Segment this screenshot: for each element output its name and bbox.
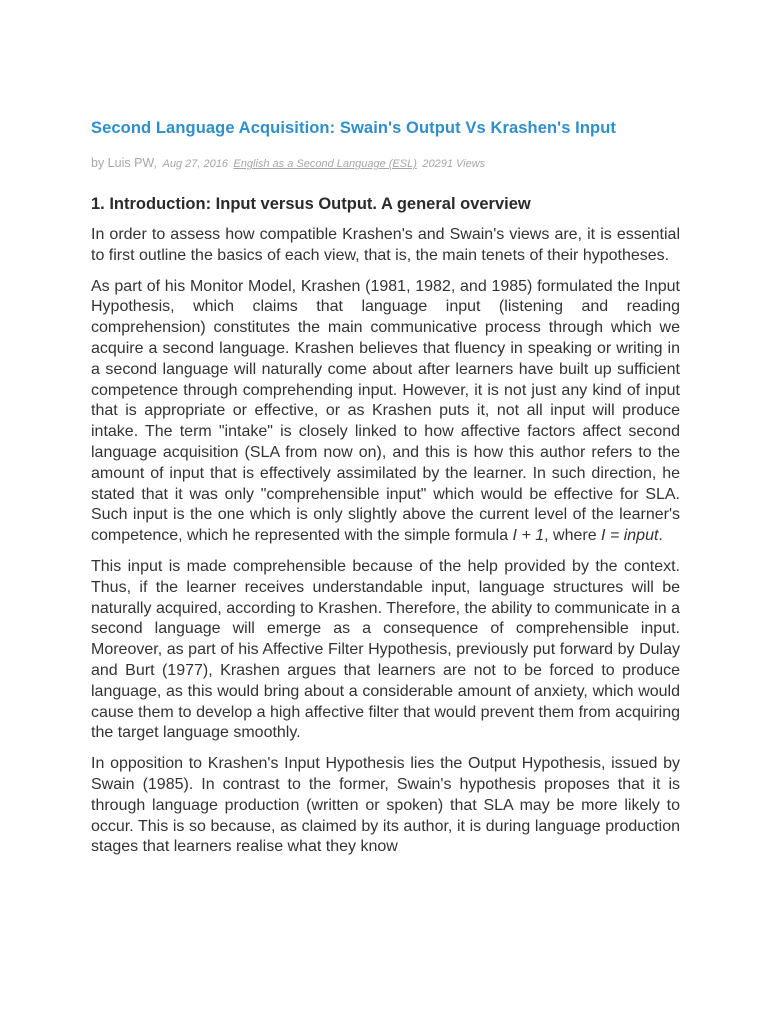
article-title[interactable]: Second Language Acquisition: Swain's Output Vs Krashen's Input [91, 119, 616, 137]
paragraph-1: In order to assess how compatible Krashen's and Swain's views are, it is essential to first outline the basics of each view, that is, the main tenets of their hypotheses. [91, 226, 680, 264]
byline-views: 20291 Views [422, 158, 486, 170]
byline-date: Aug 27, 2016 [162, 158, 228, 170]
paragraph-3: This input is made comprehensible because of the help provided by the context. Thus, if the learner receives understandable input, language structures will be naturally acquired, according to Krashen. Therefore, the ability to communicate in a second language will emerge as a consequence of comprehensible input. Moreover, as part of his Affective Filter Hypothesis, previously put forward by Dulay and Burt (1977), Krashen argues that learners are not to be forced to produce language, as this would bring about a considerable amount of anxiety, which would cause them to develop a high affective filter that would prevent them from acquiring the target language smoothly. [91, 557, 680, 742]
paragraph-2 [91, 277, 680, 547]
formula-definition: I = input [601, 527, 659, 545]
byline-category-link[interactable]: English as a Second Language (ESL) [233, 158, 417, 170]
formula: I + 1 [512, 527, 545, 545]
paragraph-2-text: As part of his Monitor Model, Krashen (1981, 1982, and 1985) formulated the Input Hypothesis, which claims that language input (listening and reading comprehension) constitutes the main communicative process through which we acquire a second language. Krashen believes that fluency in speaking or writing in a second language will naturally come about after learners have built up sufficient competence through comprehending input. However, it is not just any kind of input that is appropriate or effective, or as Krashen puts it, not all input will produce intake. The term "intake" is closely linked to how affective factors affect second language acquisition (SLA from now on), and this is how this author refers to the amount of input that is effectively assimilated by the learner. In such direction, he stated that it was only "comprehensible input" which would be effective for SLA. Such input is the one which is only slightly above the current level of the learner's competence, which he represented with the simple formula [91, 277, 680, 545]
byline-author: by Luis PW, [91, 156, 157, 170]
article-byline [91, 155, 680, 172]
section-heading: 1. Introduction: Input versus Output. A general overview [91, 195, 531, 213]
paragraph-2-text-middle: , where [544, 527, 602, 545]
paragraph-2-text-end: . [658, 527, 663, 545]
paragraph-4: In opposition to Krashen's Input Hypothesis lies the Output Hypothesis, issued by Swain (1985). In contrast to the former, Swain's hypothesis proposes that it is through language production (written or spoken) that SLA may be more likely to occur. This is so because, as claimed by its author, it is during language production stages that learners realise what they know [91, 755, 680, 856]
